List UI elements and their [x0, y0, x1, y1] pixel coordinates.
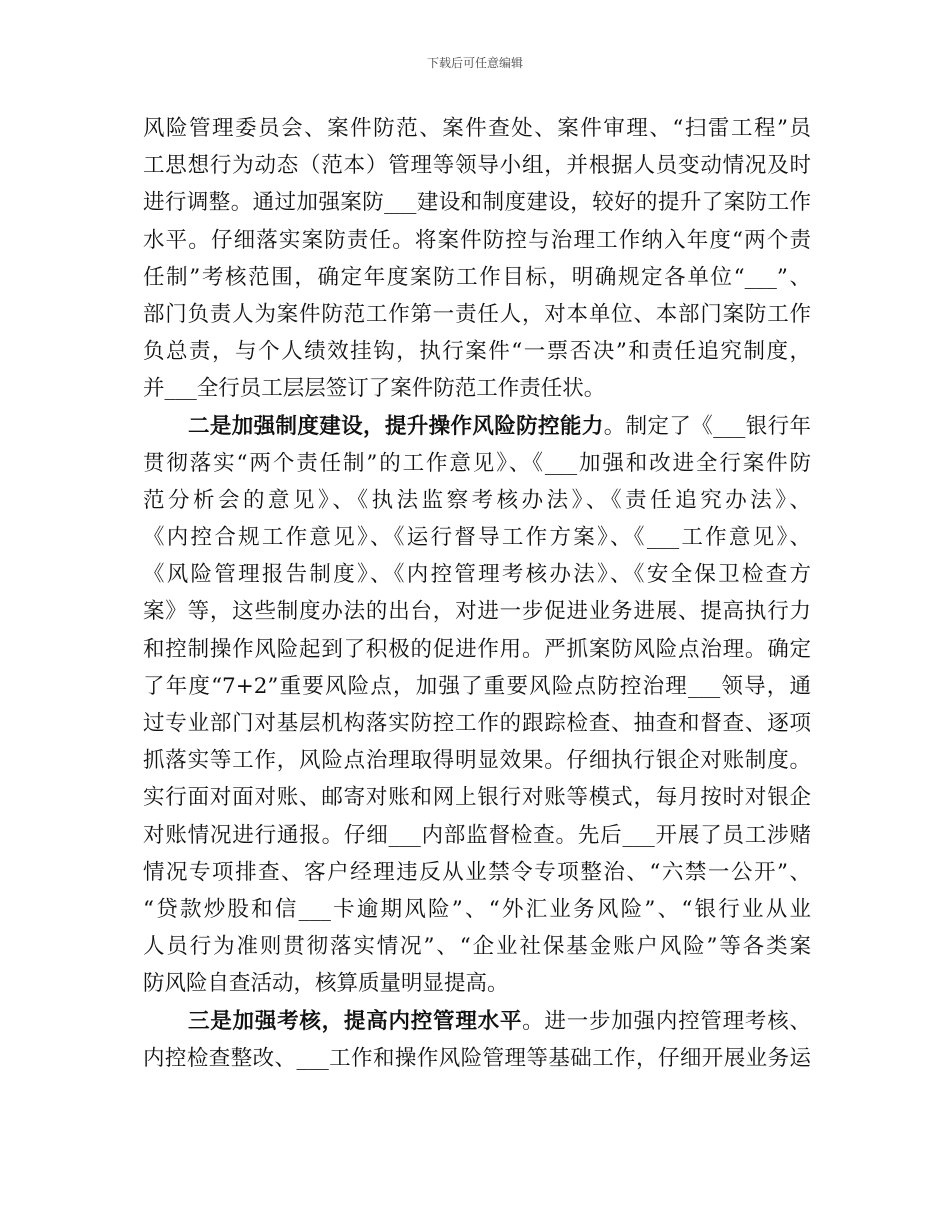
text-line: 案》等，这些制度办法的出台，对进一步促进业务进展、提高执行力: [143, 599, 811, 625]
text-line: 贯彻落实“两个责任制”的工作意见》、《___加强和改进全行案件防: [143, 450, 811, 476]
text-line: 并___全行员工层层签订了案件防范工作责任状。: [143, 376, 606, 402]
text-line: 工思想行为动态（范本）管理等领导小组，并根据人员变动情况及时: [143, 153, 811, 179]
section-heading: 三是加强考核，提高内控管理水平: [188, 1008, 523, 1034]
text-line: 水平。仔细落实案防责任。将案件防控与治理工作纳入年度“两个责: [143, 227, 811, 253]
text-line: 《内控合规工作意见》、《运行督导工作方案》、《___工作意见》、: [143, 525, 811, 551]
text-line: 任制”考核范围，确定年度案防工作目标，明确规定各单位“___”、: [143, 264, 811, 290]
text-line: 《风险管理报告制度》、《内控管理考核办法》、《安全保卫检查方: [143, 562, 811, 588]
text-line: 抓落实等工作，风险点治理取得明显效果。仔细执行银企对账制度。: [143, 748, 811, 774]
document-body: [143, 110, 811, 1077]
text-line: 对账情况进行通报。仔细___内部监督检查。先后___开展了员工涉赌: [143, 822, 811, 848]
text-line: “贷款炒股和信___卡逾期风险”、“外汇业务风险”、“银行业从业: [143, 896, 811, 922]
text-line: 和控制操作风险起到了积极的促进作用。严抓案防风险点治理。确定: [143, 636, 811, 662]
section-heading-line: 三是加强考核，提高内控管理水平。进一步加强内控管理考核、: [188, 1008, 811, 1034]
text-line: 进行调整。通过加强案防___建设和制度建设，较好的提升了案防工作: [143, 190, 811, 216]
section-heading-line: 二是加强制度建设，提升操作风险防控能力。制定了《___银行年: [188, 413, 811, 439]
text-line: 情况专项排查、客户经理违反从业禁令专项整治、“六禁一公开”、: [143, 859, 811, 885]
text-line: 内控检查整改、___工作和操作风险管理等基础工作，仔细开展业务运: [143, 1045, 811, 1071]
text-line: 过专业部门对基层机构落实防控工作的跟踪检查、抽查和督查、逐项: [143, 711, 811, 736]
text-line: 实行面对面对账、邮寄对账和网上银行对账等模式，每月按时对银企: [143, 785, 811, 811]
text-line: 范分析会的意见》、《执法监察考核办法》、《责任追究办法》、: [143, 487, 811, 513]
text-line: 部门负责人为案件防范工作第一责任人，对本单位、本部门案防工作: [143, 301, 811, 327]
page-header: 下载后可任意编辑: [426, 56, 523, 70]
text-line: 人员行为准则贯彻落实情况”、“企业社保基金账户风险”等各类案: [143, 934, 811, 960]
section-heading: 二是加强制度建设，提升操作风险防控能力: [188, 413, 604, 439]
text-line: 防风险自查活动，核算质量明显提高。: [143, 971, 509, 997]
text-line: 了年度“7+2”重要风险点，加强了重要风险点防控治理___领导，通: [143, 673, 811, 699]
text-line: 风险管理委员会、案件防范、案件查处、案件审理、“扫雷工程”员: [143, 116, 811, 141]
text-line: 负总责，与个人绩效挂钩，执行案件“一票否决”和责任追究制度，: [143, 339, 811, 365]
